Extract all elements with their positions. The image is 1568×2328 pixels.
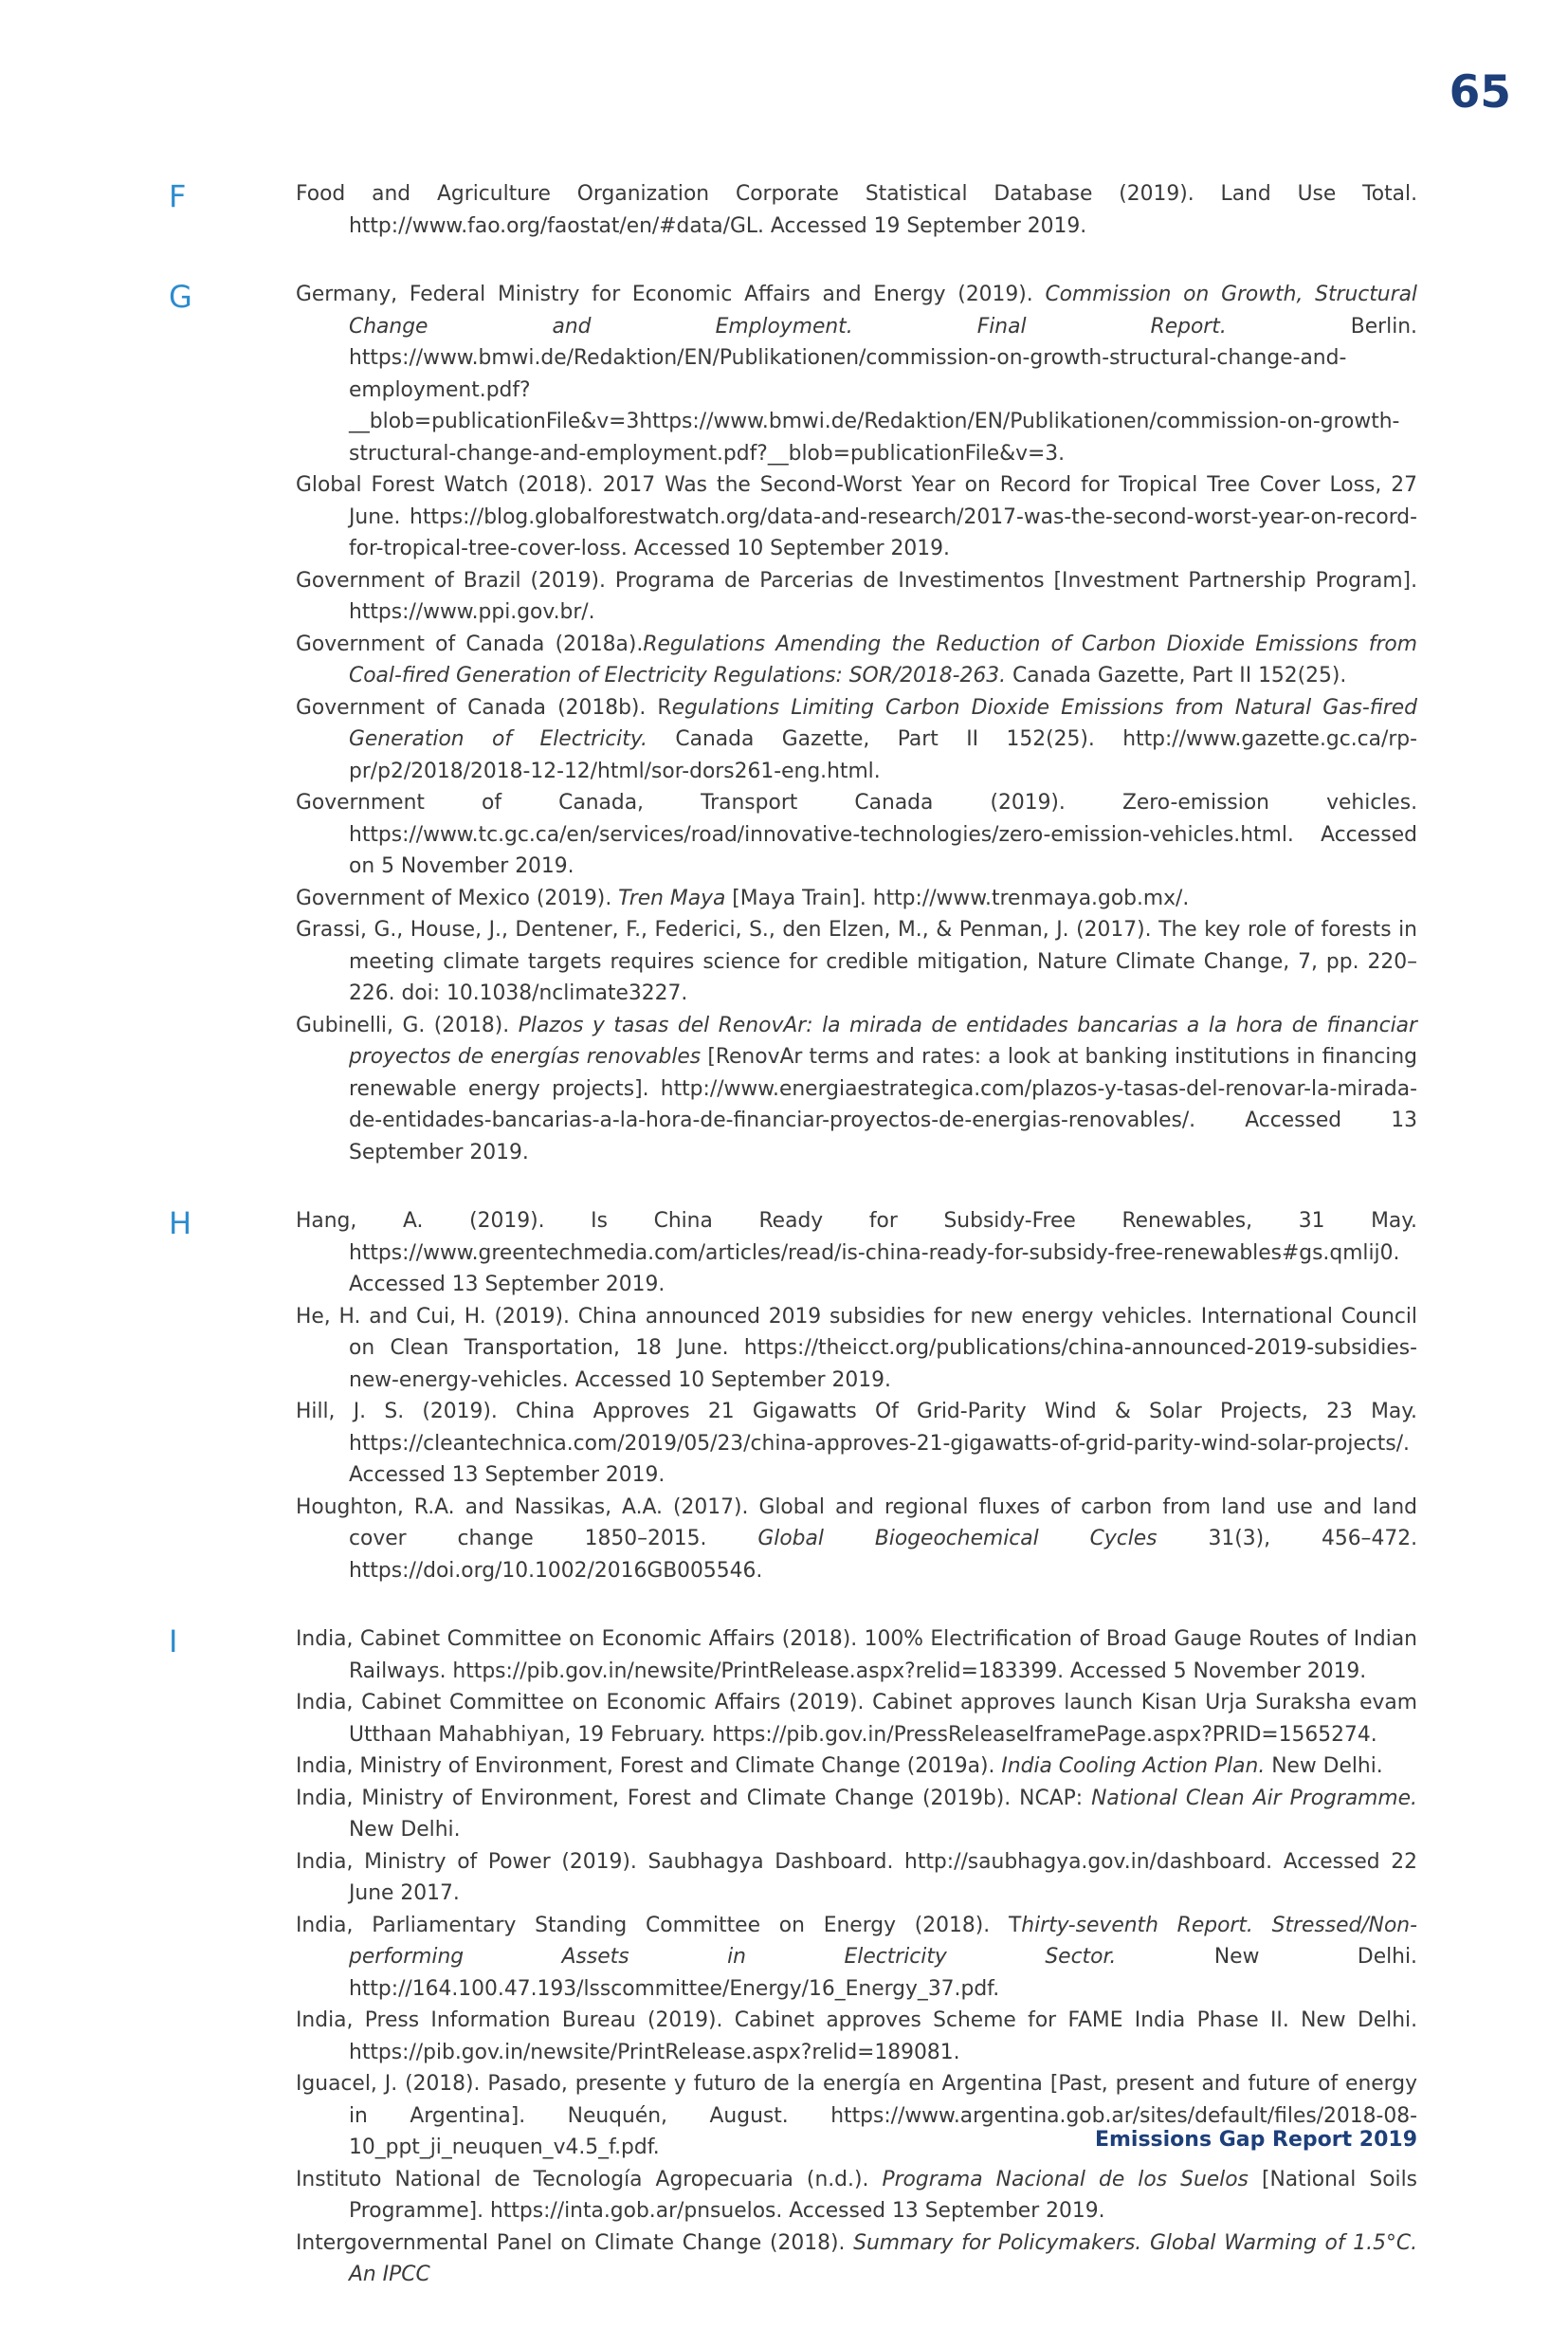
reference-text: [Maya Train]. http://www.trenmaya.gob.mx/. xyxy=(725,886,1190,910)
reference-text: Germany, Federal Ministry for Economic Affairs and Energy (2019). xyxy=(296,283,1046,306)
reference-entry xyxy=(296,469,1417,565)
reference-entry xyxy=(296,787,1417,883)
reference-entry xyxy=(296,629,1417,692)
reference-text: New Delhi. xyxy=(349,1818,461,1842)
section-letter: I xyxy=(169,1623,178,1659)
section-entries xyxy=(296,1623,1417,2291)
reference-text: Hill, J. S. (2019). China Approves 21 Gigawatts Of Grid-Parity Wind & Solar Projects, 23 May. https://cleantechnica.com/2019/05/23/china-approves-21-gigawatts-of-grid-parity-wind-solar-projects/. Accessed 13 September 2019. xyxy=(296,1400,1417,1487)
reference-entry xyxy=(296,914,1417,1010)
reference-text: Gubinelli, G. (2018). xyxy=(296,1013,519,1037)
reference-text: India, Press Information Bureau (2019). Cabinet approves Scheme for FAME India Phase II. New Delhi. https://pib.gov.in/newsite/PrintRelease.aspx?relid=189081. xyxy=(296,2008,1417,2064)
reference-text: India, Cabinet Committee on Economic Affairs (2018). 100% Electrification of Broad Gauge Routes of Indian Railways. https://pib.gov.in/newsite/PrintRelease.aspx?relid=183399. Accessed 5 November 2019. xyxy=(296,1627,1417,1683)
section-letter: G xyxy=(169,279,192,315)
reference-entry xyxy=(296,883,1417,915)
section-letter: H xyxy=(169,1205,192,1241)
reference-entry xyxy=(296,1492,1417,1587)
reference-text: India, Cabinet Committee on Economic Affairs (2019). Cabinet approves launch Kisan Urja Suraksha evam Utthaan Mahabhiyan, 19 February. https://pib.gov.in/PressReleaseIframePage.aspx?PRID=1565274. xyxy=(296,1691,1417,1747)
reference-title-italic: Commission on Growth, Structural Change and Employment. Final Report. xyxy=(349,283,1417,339)
reference-text: Government of Canada (2018a). xyxy=(296,632,644,656)
reference-title-italic: Summary for Policymakers. Global Warming of 1.5°C. An IPCC xyxy=(349,2230,1417,2286)
reference-text: India, Parliamentary Standing Committee on Energy (2018). T xyxy=(296,1913,1022,1937)
reference-entry xyxy=(296,1396,1417,1492)
reference-entry xyxy=(296,1301,1417,1397)
reference-text: [RenovAr terms and rates: a look at banking institutions in financing renewable energy projects]. http://www.energiaestrategica.com/plazos-y-tasas-del-renovar-la-mirada-de-entidades-bancarias-a-la-hora-de-financiar-proyectos-de-energias-renovables/. Accessed 13 September 2019. xyxy=(349,1045,1417,1164)
reference-entry xyxy=(296,1910,1417,2006)
reference-text: India, Ministry of Environment, Forest and Climate Change (2019b). NCAP: xyxy=(296,1786,1092,1810)
reference-text: New Delhi. http://164.100.47.193/lsscommittee/Energy/16_Energy_37.pdf. xyxy=(349,1945,1417,2001)
section-entries xyxy=(296,279,1417,1168)
reference-text: Government of Canada (2018b). R xyxy=(296,695,672,720)
reference-text: Government of Canada, Transport Canada (2019). Zero-emission vehicles. https://www.tc.gc.ca/en/services/road/innovative-technologies/zero-emission-vehicles.html. Accessed on 5 November 2019. xyxy=(296,791,1417,878)
reference-section xyxy=(0,1623,1568,2291)
reference-title-italic: Programa Nacional de los Suelos xyxy=(882,2167,1249,2191)
page-number: 65 xyxy=(1449,66,1511,119)
section-entries xyxy=(296,178,1417,242)
reference-text: Government of Brazil (2019). Programa de Parcerias de Investimentos [Investment Partnership Program]. https://www.ppi.gov.br/. xyxy=(296,568,1417,624)
reference-title-italic: Plazos y tasas del RenovAr: la mirada de entidades bancarias a la hora de financiar proyectos de energías renovables xyxy=(349,1013,1417,1069)
reference-title-italic: Global Biogeochemical Cycles xyxy=(757,1527,1158,1550)
reference-entry xyxy=(296,1687,1417,1751)
reference-section xyxy=(0,279,1568,1168)
footer-report-title: Emissions Gap Report 2019 xyxy=(1094,2128,1417,2152)
reference-title-italic: Tren Maya xyxy=(618,886,726,910)
reference-entry xyxy=(296,692,1417,788)
reference-entry xyxy=(296,1010,1417,1169)
reference-entry xyxy=(296,2005,1417,2068)
reference-entry xyxy=(296,565,1417,629)
reference-section xyxy=(0,178,1568,242)
reference-text: 31(3), 456–472. https://doi.org/10.1002/2016GB005546. xyxy=(349,1527,1417,1583)
reference-title-italic: egulations Limiting Carbon Dioxide Emissions from Natural Gas-fired Generation of Electricity. xyxy=(349,695,1417,751)
references-list xyxy=(0,178,1568,2328)
reference-text: Instituto National de Tecnología Agropecuaria (n.d.). xyxy=(296,2167,883,2191)
reference-entry xyxy=(296,1783,1417,1846)
section-letter: F xyxy=(169,178,187,214)
section-entries xyxy=(296,1205,1417,1586)
reference-text: Intergovernmental Panel on Climate Change (2018). xyxy=(296,2230,854,2255)
reference-entry xyxy=(296,279,1417,469)
reference-text: Government of Mexico (2019). xyxy=(296,886,619,910)
reference-entry xyxy=(296,1205,1417,1301)
reference-entry xyxy=(296,2164,1417,2227)
reference-text: India, Ministry of Power (2019). Saubhagya Dashboard. http://saubhagya.gov.in/dashboard. Accessed 22 June 2017. xyxy=(296,1849,1417,1905)
reference-text: Berlin. https://www.bmwi.de/Redaktion/EN/Publikationen/commission-on-growth-structural-change-and-employment.pdf?__blob=publicationFile&v=3https://www.bmwi.de/Redaktion/EN/Publikationen/commission-on-growth-structural-change-and-employment.pdf?__blob=publicationFile&v=3. xyxy=(349,314,1417,466)
reference-text: Global Forest Watch (2018). 2017 Was the Second-Worst Year on Record for Tropical Tree Cover Loss, 27 June. https://blog.globalforestwatch.org/data-and-research/2017-was-the-second-worst-year-on-record-for-tropical-tree-cover-loss. Accessed 10 September 2019. xyxy=(296,473,1417,560)
reference-text: Canada Gazette, Part II 152(25). xyxy=(1006,664,1347,687)
reference-text: Canada Gazette, Part II 152(25). http://www.gazette.gc.ca/rp-pr/p2/2018/2018-12-12/html/sor-dors261-eng.html. xyxy=(349,727,1417,783)
reference-text: Hang, A. (2019). Is China Ready for Subsidy-Free Renewables, 31 May. https://www.greentechmedia.com/articles/read/is-china-ready-for-subsidy-free-renewables#gs.qmlij0. Accessed 13 September 2019. xyxy=(296,1209,1417,1296)
reference-text: [National Soils Programme]. https://inta.gob.ar/pnsuelos. Accessed 13 September 2019. xyxy=(349,2167,1418,2223)
reference-section xyxy=(0,1205,1568,1586)
reference-title-italic: Regulations Amending the Reduction of Carbon Dioxide Emissions from Coal-fired Generation of Electricity Regulations: SOR/2018-263. xyxy=(349,632,1417,687)
reference-text: Iguacel, J. (2018). Pasado, presente y futuro de la energía en Argentina [Past, present and future of energy in Argentina]. Neuquén, August. https://www.argentina.gob.ar/sites/default/files/2018-08-10_ppt_ji_neuquen_v4.5_f.pdf. xyxy=(296,2072,1417,2159)
reference-title-italic: hirty-seventh Report. Stressed/Non-performing Assets in Electricity Sector. xyxy=(349,1913,1417,1969)
reference-text: He, H. and Cui, H. (2019). China announced 2019 subsidies for new energy vehicles. International Council on Clean Transportation, 18 June. https://theicct.org/publications/china-announced-2019-subsidies-new-energy-vehicles. Accessed 10 September 2019. xyxy=(296,1304,1417,1392)
reference-entry xyxy=(296,1846,1417,1910)
reference-entry xyxy=(296,178,1417,242)
reference-entry xyxy=(296,2227,1417,2291)
reference-text: India, Ministry of Environment, Forest and Climate Change (2019a). xyxy=(296,1754,1002,1778)
reference-text: Houghton, R.A. and Nassikas, A.A. (2017). Global and regional fluxes of carbon from land use and land cover change 1850–2015. xyxy=(296,1494,1417,1550)
reference-title-italic: National Clean Air Programme. xyxy=(1091,1786,1417,1810)
reference-text: Food and Agriculture Organization Corporate Statistical Database (2019). Land Use Total. http://www.fao.org/faostat/en/#data/GL. Accessed 19 September 2019. xyxy=(296,182,1417,238)
reference-entry xyxy=(296,1751,1417,1783)
reference-entry xyxy=(296,1623,1417,1687)
reference-text: New Delhi. xyxy=(1265,1754,1383,1778)
reference-text: Grassi, G., House, J., Dentener, F., Federici, S., den Elzen, M., & Penman, J. (2017). The key role of forests in meeting climate targets requires science for credible mitigation, Nature Climate Change, 7, pp. 220–226. doi: 10.1038/nclimate3227. xyxy=(296,918,1417,1005)
reference-title-italic: India Cooling Action Plan. xyxy=(1001,1754,1266,1778)
